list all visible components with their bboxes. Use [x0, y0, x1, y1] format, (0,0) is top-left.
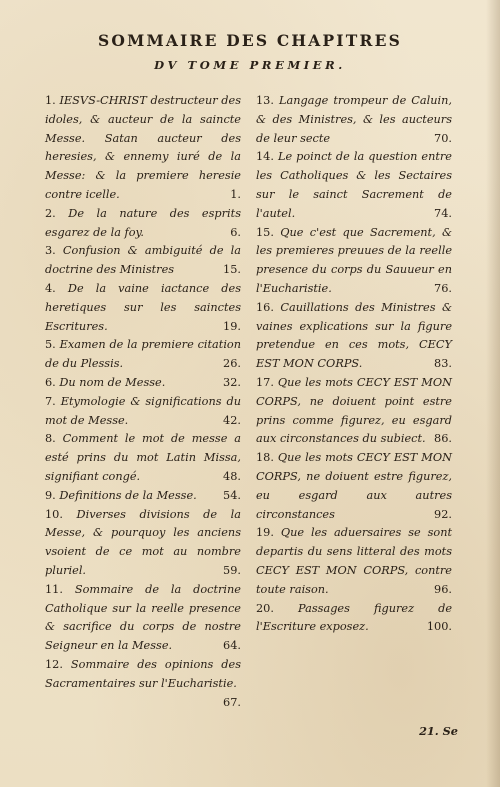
entry-page-number: 1.: [230, 187, 241, 201]
entry-text: Sommaire des opinions des Sacramentaires sur l'Eucharistie.: [45, 657, 241, 690]
left-column: [45, 92, 241, 712]
entry-text: Que les mots CECY EST MON CORPS, ne doiuent estre figurez, eu esgard aux autres circonstances: [256, 451, 452, 521]
entry-number: 16.: [256, 300, 274, 314]
toc-entry: [45, 393, 241, 431]
entry-text: De la vaine iactance des heretiques sur les sainctes Escritures.: [45, 281, 242, 333]
entry-number: 20.: [256, 601, 274, 615]
entry-page-number: 32.: [223, 375, 241, 389]
toc-entry: [45, 506, 241, 581]
entry-page-number: 67.: [223, 695, 241, 709]
entry-page-number: 42.: [223, 413, 241, 427]
toc-entry: [45, 656, 241, 712]
entry-number: 2.: [45, 206, 56, 220]
page-subtitle: DV TOME PREMIER.: [154, 58, 346, 72]
entry-number: 1.: [45, 94, 56, 107]
toc-entry: [256, 92, 452, 148]
entry-page-number: 74.: [434, 206, 452, 220]
entry-number: 8.: [45, 432, 56, 446]
entry-text: Comment le mot de messe a esté prins du mot Latin Missa, signifiant congé.: [45, 432, 241, 483]
toc-entry: [45, 374, 241, 393]
entry-number: 3.: [45, 244, 56, 258]
entry-text: Confusion & ambiguité de la doctrine des Ministres: [45, 244, 241, 277]
toc-entry: [256, 299, 452, 374]
toc-entry: [45, 92, 241, 205]
entry-page-number: 26.: [223, 357, 241, 371]
toc-entry: [256, 600, 452, 638]
entry-page-number: 92.: [434, 507, 452, 521]
entry-text: Sommaire de la doctrine Catholique sur la reelle presence & sacrifice du corps de nostre Seigneur en la Messe.: [45, 582, 241, 653]
entry-number: 6.: [45, 375, 56, 389]
entry-page-number: 100.: [426, 620, 452, 634]
entry-number: 11.: [45, 582, 63, 596]
entry-page-number: 76.: [434, 281, 452, 295]
entry-page-number: 15.: [223, 263, 241, 277]
page-header: [0, 30, 500, 74]
entry-number: 5.: [45, 338, 56, 352]
entry-text: Examen de la premiere citation de du Plessis.: [45, 338, 242, 371]
entry-text: Etymologie & significations du mot de Messe.: [45, 394, 241, 427]
toc-entry: [45, 242, 241, 280]
entry-page-number: 86.: [434, 432, 452, 446]
entry-text: Definitions de la Messe.: [59, 488, 197, 502]
toc-entry: [256, 449, 452, 524]
toc-entry: [45, 487, 241, 506]
entry-text: Du nom de Messe.: [59, 375, 166, 389]
entry-text: Le poinct de la question entre les Catholiques & les Sectaires sur le sainct Sacrement de l'autel.: [256, 150, 452, 220]
entry-number: 17.: [256, 375, 274, 389]
entry-text: Cauillations des Ministres & vaines explications sur la figure pretendue en ces mots, CECY EST MON CORPS.: [256, 300, 453, 371]
entry-page-number: 54.: [223, 488, 241, 502]
toc-entry: [45, 430, 241, 486]
entry-number: 4.: [45, 281, 56, 295]
entry-page-number: 96.: [434, 582, 452, 596]
entry-number: 7.: [45, 394, 56, 408]
catchword: 21. Se: [419, 724, 458, 738]
entry-number: 9.: [45, 488, 56, 502]
entry-number: 18.: [256, 451, 274, 465]
entry-text: De la nature des esprits esgarez de la foy.: [45, 206, 242, 239]
entry-number: 10.: [45, 507, 63, 521]
entry-text: Langage trompeur de Caluin, & des Ministres, & les aucteurs de leur secte: [256, 94, 452, 145]
entry-number: 12.: [45, 657, 63, 671]
entry-text: Que les mots CECY EST MON CORPS, ne doiuent point estre prins comme figurez, eu esgard aux circonstances du subiect.: [256, 375, 452, 446]
entry-page-number: 48.: [223, 469, 241, 483]
toc-entry: [45, 280, 241, 336]
entry-page-number: 19.: [223, 319, 241, 333]
toc-entry: [256, 224, 452, 299]
entry-text: IESVS-CHRIST destructeur des idoles, & aucteur de la saincte Messe. Satan aucteur des heresies, & ennemy iuré de la Messe: & la premiere heresie contre icelle.: [45, 94, 242, 201]
toc-entry: [45, 336, 241, 374]
right-column: [256, 92, 452, 637]
entry-number: 14.: [256, 150, 274, 164]
entry-number: 19.: [256, 526, 274, 540]
entry-page-number: 70.: [434, 131, 452, 145]
toc-entry: [256, 148, 452, 223]
toc-entry: [256, 374, 452, 449]
page-gutter-shadow: [486, 0, 500, 787]
entry-number: 15.: [256, 225, 274, 239]
entry-page-number: 83.: [434, 357, 452, 371]
entry-number: 13.: [256, 94, 274, 107]
entry-text: Que les aduersaires se sont departis du sens litteral des mots CECY EST MON CORPS, contre toute raison.: [256, 526, 453, 596]
entry-page-number: 64.: [223, 639, 241, 653]
entry-text: Que c'est que Sacrement, & les premieres preuues de la reelle presence du corps du Sauueur en l'Eucharistie.: [256, 225, 453, 295]
entry-text: Diverses divisions de la Messe, & pourquoy les anciens vsoient de ce mot au nombre pluriel.: [45, 507, 241, 577]
entry-page-number: 59.: [223, 563, 241, 577]
toc-entry: [45, 581, 241, 656]
entry-text: Passages figurez de l'Escriture exposez.: [256, 601, 452, 634]
toc-entry: [45, 205, 241, 243]
page-title: SOMMAIRE DES CHAPITRES: [98, 31, 402, 50]
toc-entry: [256, 524, 452, 599]
entry-page-number: 6.: [230, 225, 241, 239]
